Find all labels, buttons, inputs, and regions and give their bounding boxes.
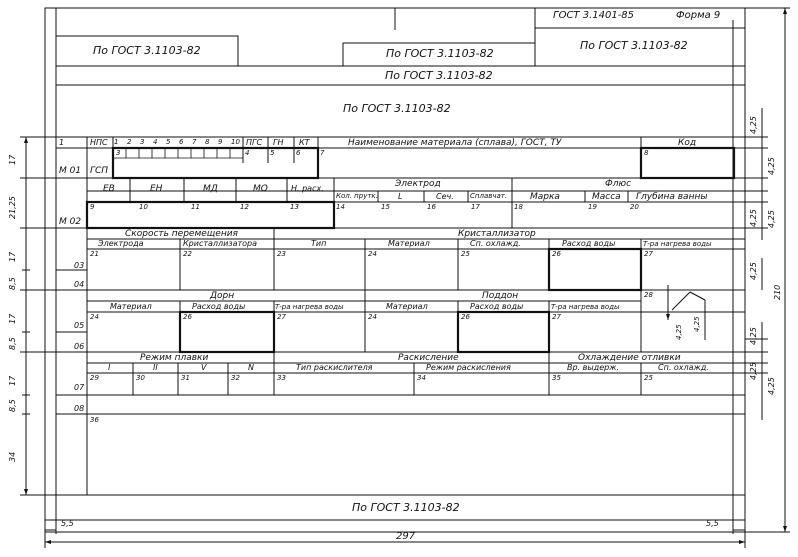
right-dim: 4,25 — [767, 157, 776, 175]
mo-label: МО — [253, 184, 268, 194]
dorn-water: Расход воды — [192, 302, 246, 311]
poddon-temp: Т-ра нагрева воды — [551, 303, 620, 311]
flux-col: Масса — [592, 192, 621, 202]
col-label: 3 — [140, 138, 145, 146]
speed-crystallizer: Кристаллизатора — [183, 239, 258, 248]
en-label: ЕН — [150, 184, 163, 194]
cell-number: 22 — [183, 250, 192, 258]
mode-n: N — [248, 363, 254, 372]
cell-number: 5 — [270, 149, 275, 157]
left-dim: 8,5 — [8, 399, 17, 412]
cell-number: 9 — [90, 203, 95, 211]
gn-label: ГН — [273, 138, 284, 147]
std-ref-main: По ГОСТ 3.1103-82 — [343, 102, 451, 115]
cr-water: Расход воды — [562, 239, 616, 248]
material-label: Наименование материала (сплава), ГОСТ, ТУ — [348, 138, 562, 148]
right-dim: 4,25 — [767, 377, 776, 395]
right-dim: 4,25 — [749, 262, 758, 280]
poddon-water: Расход воды — [470, 302, 524, 311]
cell-number: 21 — [90, 250, 99, 258]
electrod-header: Электрод — [395, 179, 441, 189]
cell-number: 19 — [588, 203, 597, 211]
left-dim: 17 — [8, 251, 17, 262]
std-ref-box-3: По ГОСТ 3.1103-82 — [580, 39, 688, 52]
cool-header: Охлаждение отливки — [578, 353, 681, 363]
right-dim: 4,25 — [767, 210, 776, 228]
row-num-07: 07 — [74, 383, 85, 392]
row-num-08: 08 — [74, 404, 85, 413]
cell-number: 11 — [191, 203, 200, 211]
cell-number: 15 — [381, 203, 390, 211]
cr-material: Материал — [388, 239, 430, 248]
cell-number: 7 — [320, 149, 325, 157]
cell-number: 27 — [644, 250, 653, 258]
dorn-temp: Т-ра нагрева воды — [275, 303, 344, 311]
col-label: 5 — [166, 138, 171, 146]
left-dim: 34 — [8, 451, 17, 462]
cell-number: 27 — [552, 313, 561, 321]
deox-header: Раскисление — [398, 353, 459, 363]
row1-prefix: 1 — [59, 138, 65, 147]
row-code-m01: М 01 — [59, 166, 82, 176]
cell-number: 24 — [368, 313, 377, 321]
poddon-header: Поддон — [482, 291, 519, 301]
cr-temp: Т-ра нагрева воды — [643, 240, 712, 248]
cell-number: 25 — [644, 374, 653, 382]
col-label: 6 — [179, 138, 184, 146]
right-dim: 4,25 — [749, 362, 758, 380]
cool-time: Вр. выдерж. — [567, 363, 619, 372]
mode-v: V — [201, 363, 207, 372]
cell-number: 3 — [116, 149, 121, 157]
cell-number: 4 — [245, 149, 250, 157]
cell-number: 24 — [368, 250, 377, 258]
kt-label: КТ — [299, 138, 310, 147]
cell-number: 8 — [644, 149, 649, 157]
cell-number: 16 — [427, 203, 436, 211]
gsp-label: ГСП — [90, 166, 109, 176]
col-label: 4 — [153, 138, 158, 146]
cell-number: 26 — [552, 250, 561, 258]
right-dim: 4,25 — [749, 116, 758, 134]
cell-number: 27 — [277, 313, 286, 321]
left-dim: 17 — [8, 154, 17, 165]
row-num-03: 03 — [74, 261, 85, 270]
col-label: 8 — [205, 138, 210, 146]
cell-number: 30 — [136, 374, 145, 382]
cell-number: 31 — [181, 374, 190, 382]
cell-number: 28 — [644, 291, 653, 299]
left-dim: 21,25 — [8, 196, 17, 219]
el-col: L — [398, 192, 403, 201]
mode-ii: II — [153, 363, 158, 372]
cell-number: 35 — [552, 374, 561, 382]
right-dim: 4,25 — [749, 327, 758, 345]
std-ref-row: По ГОСТ 3.1103-82 — [385, 69, 493, 82]
cell-number: 12 — [240, 203, 249, 211]
detail-dim: 4,25 — [693, 316, 701, 332]
poddon-material: Материал — [386, 302, 428, 311]
cell-number: 6 — [296, 149, 301, 157]
cell-number: 26 — [461, 313, 470, 321]
width-dim: 297 — [396, 531, 416, 542]
cell-number: 25 — [461, 250, 470, 258]
speed-header: Скорость перемещения — [125, 229, 238, 239]
cr-type: Тип — [311, 239, 327, 248]
col-label: 10 — [231, 138, 240, 146]
col-label: 2 — [127, 138, 132, 146]
std-ref-box-2: По ГОСТ 3.1103-82 — [386, 47, 494, 60]
dorn-header: Дорн — [210, 291, 235, 301]
cell-number: 23 — [277, 250, 286, 258]
cell-number: 17 — [471, 203, 480, 211]
cell-number: 13 — [290, 203, 299, 211]
row-num-04: 04 — [74, 280, 85, 289]
margin-left-dim: 5,5 — [61, 519, 74, 528]
cr-cooling: Сп. охлажд. — [470, 239, 521, 248]
flux-col: Глубина ванны — [636, 192, 708, 202]
deox-type: Тип раскислителя — [296, 363, 373, 372]
detail-dim: 4,25 — [675, 324, 683, 340]
left-dim: 17 — [8, 313, 17, 324]
col-label: 1 — [114, 138, 119, 146]
col-label: 9 — [218, 138, 223, 146]
left-dim: 8,5 — [8, 337, 17, 350]
row-num-06: 06 — [74, 342, 85, 351]
ev-label: ЕВ — [103, 184, 115, 194]
height-dim: 210 — [773, 284, 782, 300]
el-col: Сплавчат. — [470, 192, 508, 200]
right-dim: 4,25 — [749, 209, 758, 227]
el-col: Кол. прутк. — [336, 192, 378, 200]
speed-electrode: Электрода — [98, 239, 144, 248]
crystallizer-header: Кристаллизатор — [458, 229, 536, 239]
cell-number: 14 — [336, 203, 345, 211]
col-label: 7 — [192, 138, 197, 146]
flux-header: Флюс — [605, 179, 632, 189]
form-gost-code: ГОСТ 3.1401-85 — [553, 10, 635, 21]
margin-right-dim: 5,5 — [706, 519, 719, 528]
md-label: МД — [203, 184, 218, 194]
nps-label: НПС — [90, 138, 108, 147]
cell-number: 33 — [277, 374, 286, 382]
cell-number: 29 — [90, 374, 99, 382]
cell-number: 26 — [183, 313, 192, 321]
mode-i: I — [108, 363, 111, 372]
row-num-05: 05 — [74, 321, 85, 330]
cell-number: 36 — [90, 416, 99, 424]
pgs-label: ПГС — [246, 138, 263, 147]
cell-number: 24 — [90, 313, 99, 321]
el-col: Сеч. — [436, 192, 454, 201]
deox-mode: Режим раскисления — [426, 363, 511, 372]
cell-number: 18 — [514, 203, 523, 211]
std-ref-footer: По ГОСТ 3.1103-82 — [352, 501, 460, 514]
flux-col: Марка — [530, 192, 560, 202]
cell-number: 32 — [231, 374, 240, 382]
std-ref-box-1: По ГОСТ 3.1103-82 — [93, 44, 201, 57]
cool-rate: Сп. охлажд. — [658, 363, 709, 372]
form-number: Форма 9 — [676, 10, 721, 21]
mode-header: Режим плавки — [140, 353, 209, 363]
dorn-material: Материал — [110, 302, 152, 311]
left-dim: 17 — [8, 375, 17, 386]
cell-number: 34 — [417, 374, 426, 382]
kod-label: Код — [678, 138, 697, 148]
cell-number: 20 — [630, 203, 639, 211]
left-dim: 8,5 — [8, 277, 17, 290]
n-rash-label: Н. расх. — [291, 184, 324, 193]
cell-number: 10 — [139, 203, 148, 211]
row-code-m02: М 02 — [59, 217, 82, 227]
